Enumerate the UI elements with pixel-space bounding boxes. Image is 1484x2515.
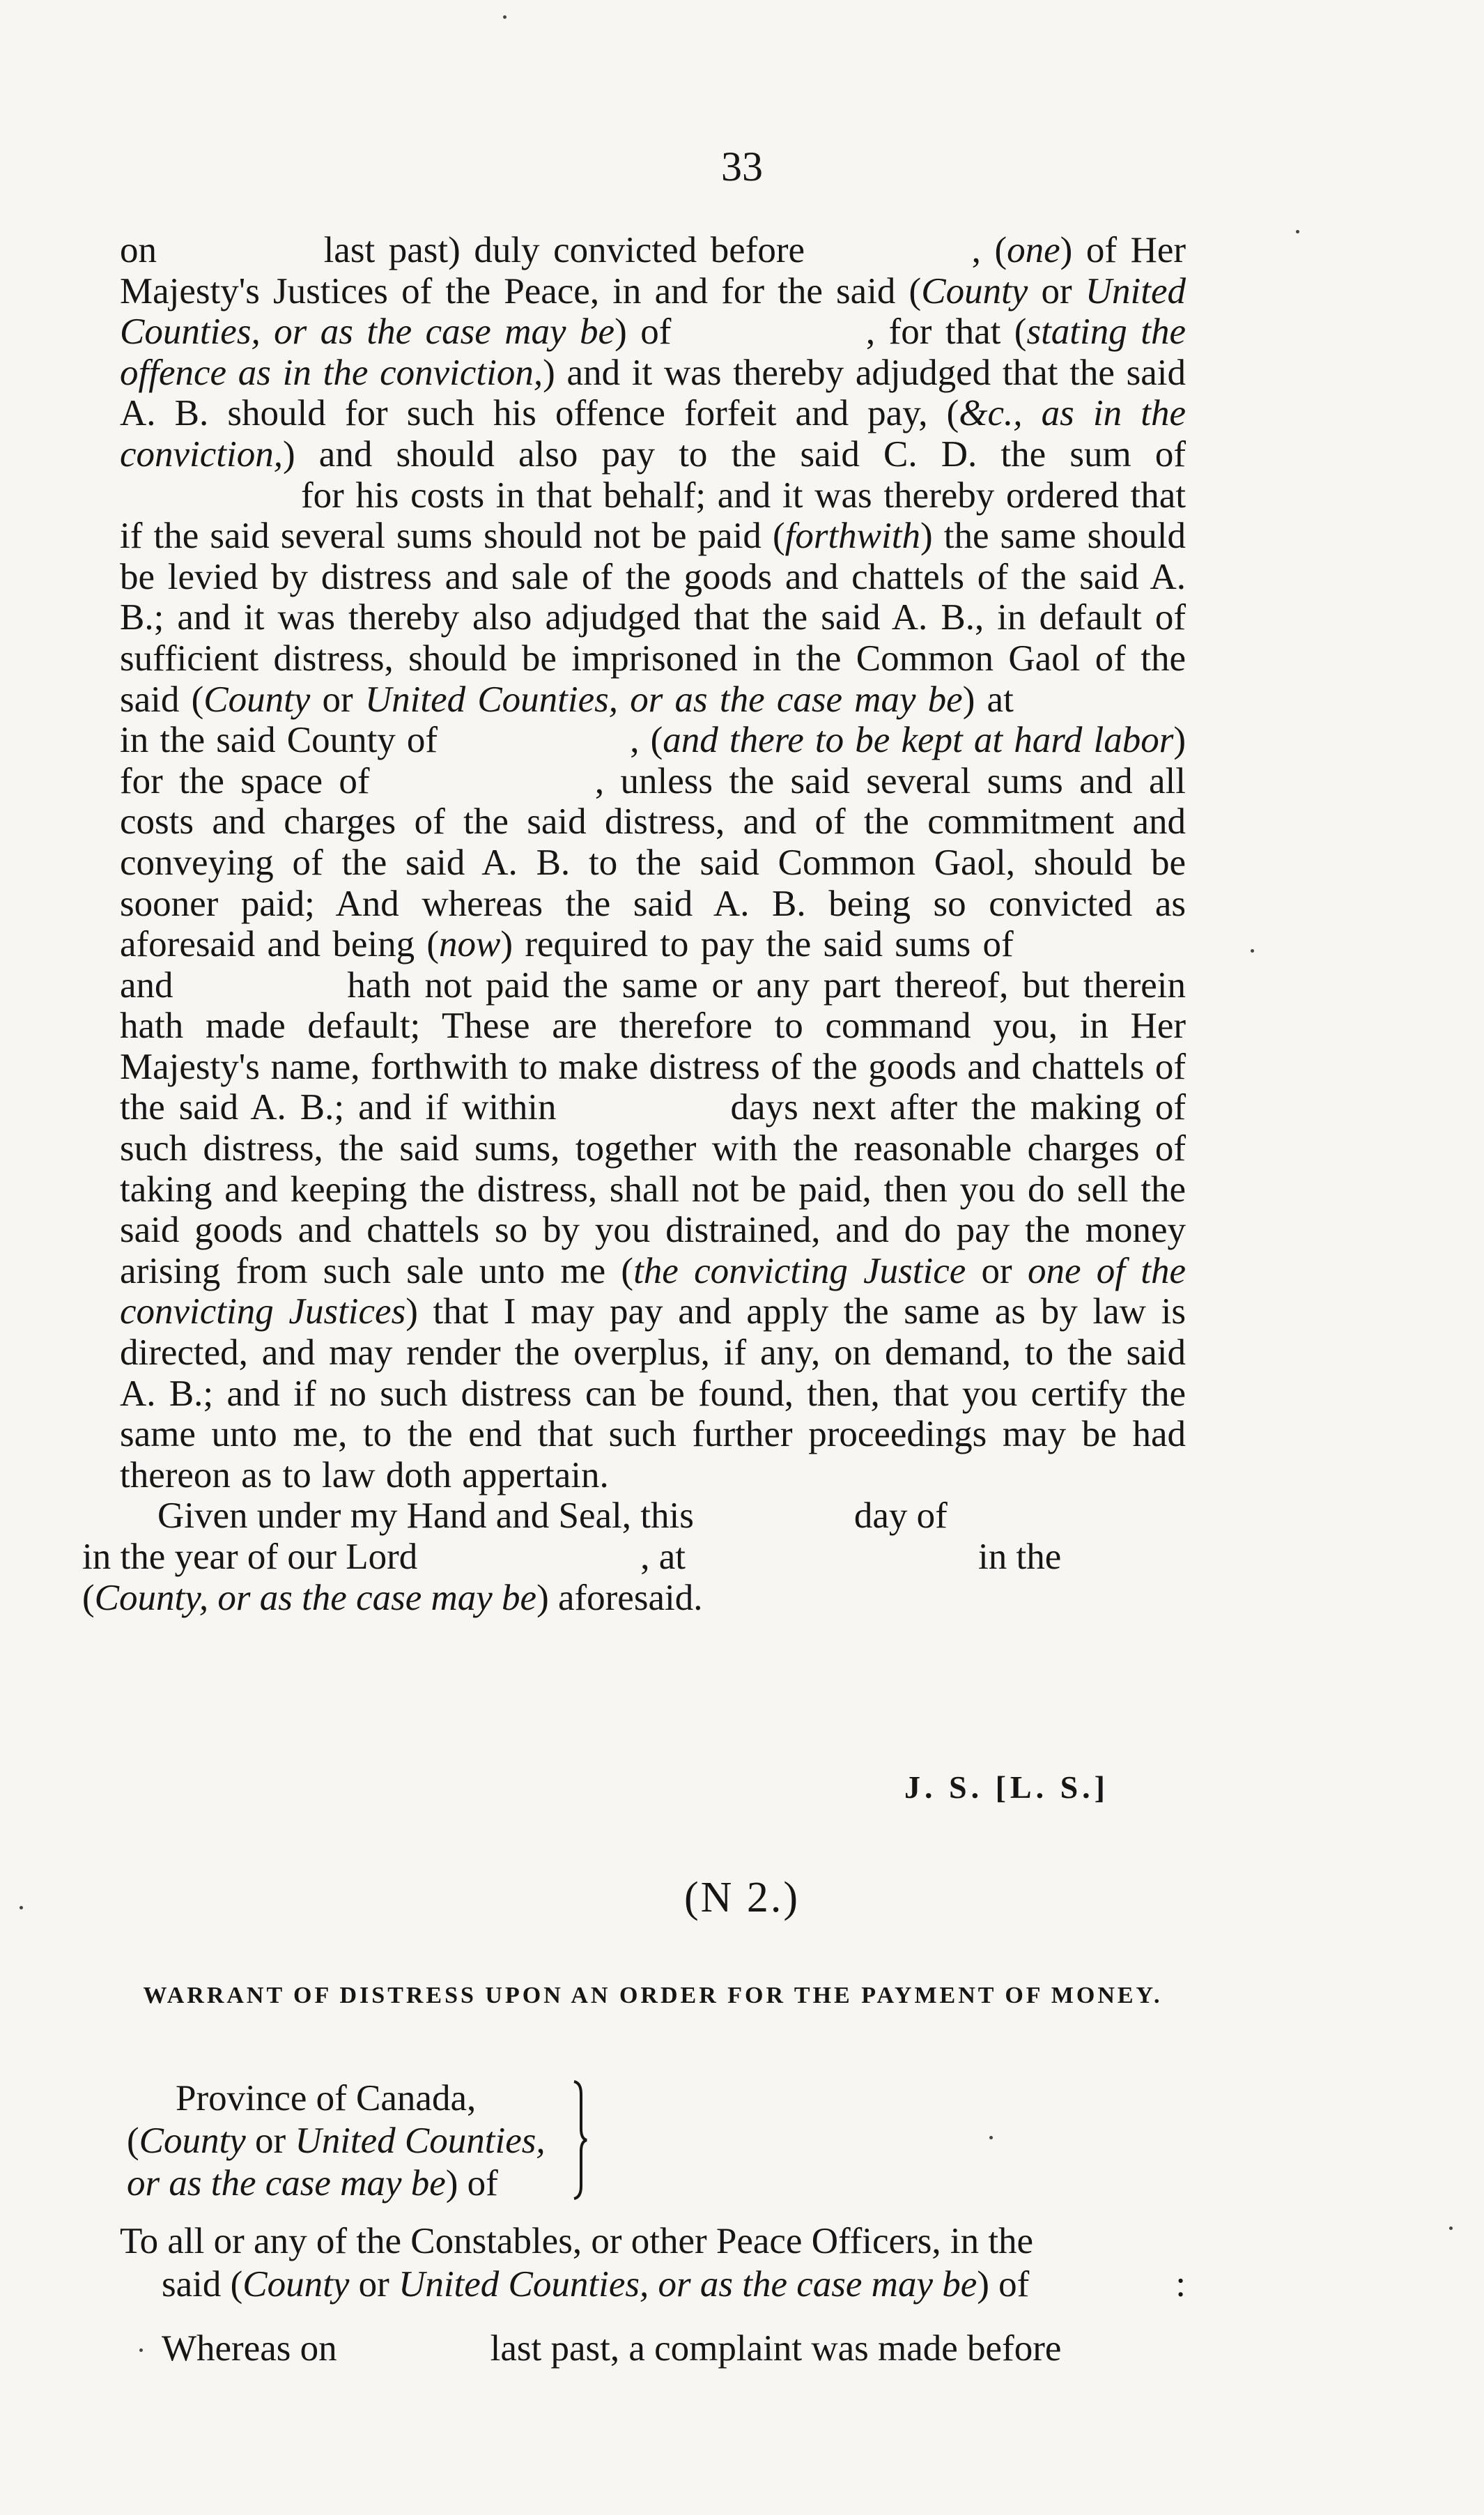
address-line1: To all or any of the Constables, or other Peace Officers, in the [120, 2221, 1034, 2261]
brace-icon [571, 2080, 588, 2200]
venue-line1: Province of Canada, [176, 2078, 477, 2118]
address-line2: said (County or United Counties, or as the case may be) of : [162, 2264, 1186, 2305]
speck [20, 1906, 23, 1909]
form-number: (N 2.) [683, 1874, 801, 1921]
speck [989, 2136, 993, 2139]
warrant-paragraph: on last past) duly convicted before , (one) of Her Majesty's Justices of the Peace, in and for the said (County or United Counties, or as the case may be) of , for that (stating the offence as in the conviction,) and it was thereby adjudged that the said A. B. should for such his offence forfeit and pay, (&c., as in the conviction,) and should also pay to the said C. D. the sum of for his costs in that behalf; and it was thereby ordered that if the said several sums should not be paid (forthwith) the same should be levied by distress and sale of the goods and chattels of the said A. B.; and it was thereby also adjudged that the said A. B., in default of sufficient distress, should be imprisoned in the Common Gaol of the said (County or United Counties, or as the case may be) at in the said County of , (and there to be kept at hard labor) for the space of , unless the said several sums and all costs and charges of the said distress, and of the commitment and conveying of the said A. B. to the said Common Gaol, should be sooner paid; And whereas the said A. B. being so convicted as aforesaid and being (now) required to pay the said sums of and hath not paid the same or any part thereof, but therein hath made default; These are therefore to command you, in Her Majesty's name, forthwith to make distress of the goods and chattels of the said A. B.; and if within days next after the making of such distress, the said sums, together with the reasonable charges of taking and keeping the distress, shall not be paid, then you do sell the said goods and chattels so by you distrained, and do pay the money arising from such sale unto me (the convicting Justice or one of the convicting Justices) that I may pay and apply the same as by law is directed, and may render the overplus, if any, on demand, to the said A. B.; and if no such distress can be found, then, that you certify the same unto me, to the end that such further proceedings may be had thereon as to law doth appertain. [120, 230, 1187, 1495]
speck [139, 2348, 143, 2352]
speck [1449, 2226, 1453, 2230]
venue-line2: (County or United Counties, [127, 2121, 546, 2161]
warrant-body [82, 230, 1187, 1618]
venue-line3: or as the case may be) of [127, 2163, 498, 2203]
address [120, 2220, 1186, 2306]
signature: J. S. [L. S.] [904, 1769, 1109, 1805]
speck [1296, 230, 1299, 233]
speck [1251, 949, 1254, 953]
signoff: Given under my Hand and Seal, this day of in the year of our Lord , at in the (County, or as the case may be) aforesaid. [82, 1495, 1062, 1618]
venue [127, 2077, 546, 2205]
recital: Whereas on last past, a complaint was made before [162, 2328, 1062, 2369]
page-number: 33 [721, 144, 763, 190]
speck [503, 15, 507, 19]
form-heading: WARRANT OF DISTRESS UPON AN ORDER FOR THE PAYMENT OF MONEY. [143, 1983, 1163, 2008]
